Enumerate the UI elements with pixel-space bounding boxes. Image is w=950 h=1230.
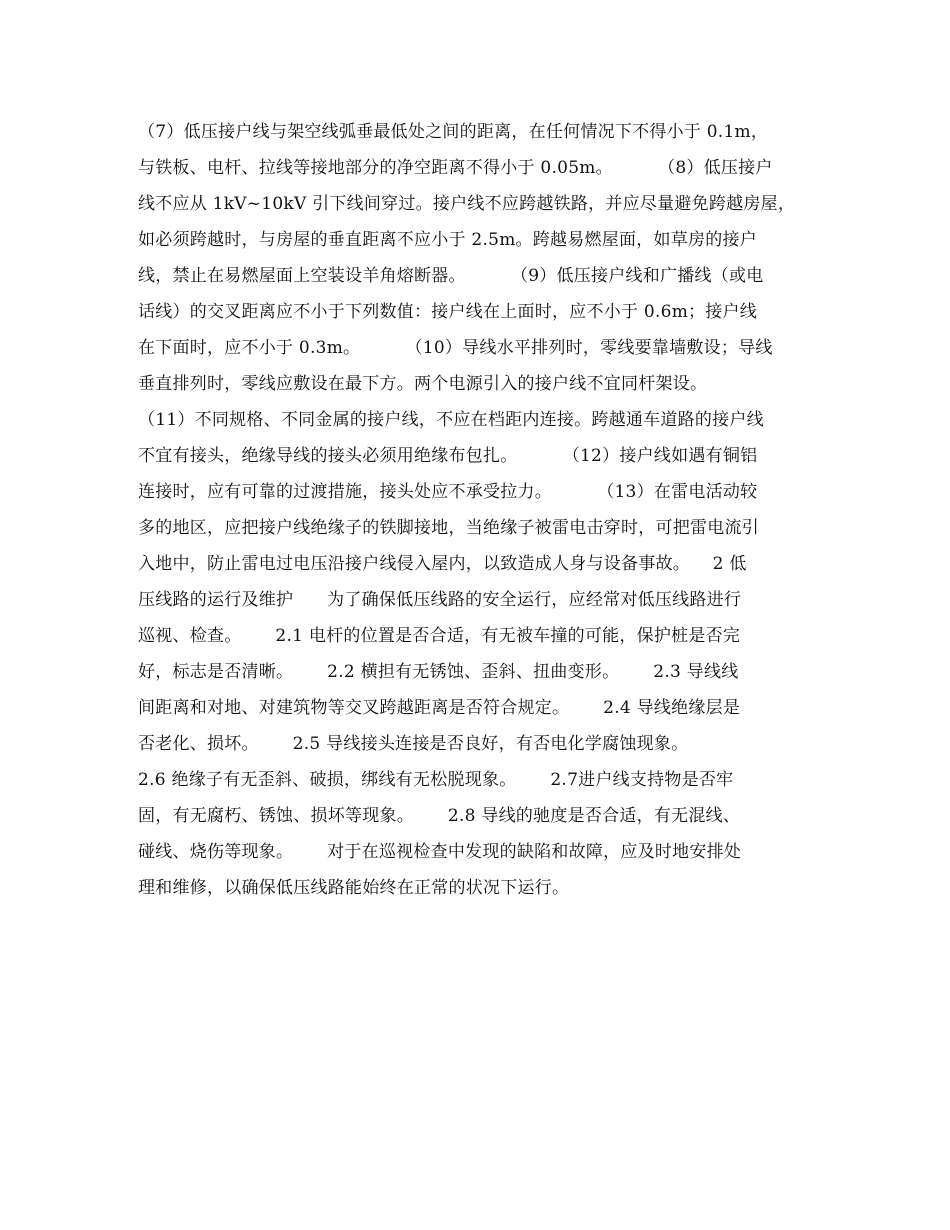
text-line: 入地中，防止雷电过电压沿接户线侵入屋内，以致造成人身与设备事故。 2 低 bbox=[138, 554, 747, 574]
text-line: 压线路的运行及维护 为了确保低压线路的安全运行，应经常对低压线路进行 bbox=[138, 590, 742, 610]
text-line: （7）低压接户线与架空线弧垂最低处之间的距离，在任何情况下不得小于 0.1m， bbox=[138, 122, 769, 142]
text-line: （11）不同规格、不同金属的接户线，不应在档距内连接。跨越通车道路的接户线 bbox=[138, 410, 764, 430]
text-line: 与铁板、电杆、拉线等接地部分的净空距离不得小于 0.05m。 （8）低压接户 bbox=[138, 158, 773, 178]
text-line: 碰线、烧伤等现象。 对于在巡视检查中发现的缺陷和故障，应及时地安排处 bbox=[138, 842, 742, 862]
text-line: 理和维修，以确保低压线路能始终在正常的状况下运行。 bbox=[138, 878, 570, 898]
text-line: 垂直排列时，零线应敷设在最下方。两个电源引入的接户线不宜同杆架设。 bbox=[138, 374, 708, 394]
text-line: 在下面时，应不小于 0.3m。 （10）导线水平排列时，零线要靠墙敷设；导线 bbox=[138, 338, 773, 358]
text-line: 多的地区，应把接户线绝缘子的铁脚接地，当绝缘子被雷电击穿时，可把雷电流引 bbox=[138, 518, 759, 538]
text-line: 如必须跨越时，与房屋的垂直距离不应小于 2.5m。跨越易燃屋面，如草房的接户 bbox=[138, 230, 758, 250]
text-line: 固，有无腐朽、锈蚀、损坏等现象。 2.8 导线的驰度是否合适，有无混线、 bbox=[138, 806, 741, 826]
text-line: 好，标志是否清晰。 2.2 横担有无锈蚀、歪斜、扭曲变形。 2.3 导线线 bbox=[138, 662, 739, 682]
text-line: 线不应从 1kV~10kV 引下线间穿过。接户线不应跨越铁路，并应尽量避免跨越房屋， bbox=[138, 194, 796, 214]
text-line: 不宜有接头，绝缘导线的接头必须用绝缘布包扎。 （12）接户线如遇有铜铝 bbox=[138, 446, 758, 466]
text-line: 巡视、检查。 2.1 电杆的位置是否合适，有无被车撞的可能，保护桩是否完 bbox=[138, 626, 741, 646]
text-line: 线，禁止在易燃屋面上空装设羊角熔断器。 （9）低压接户线和广播线（或电 bbox=[138, 266, 764, 286]
text-line: 间距离和对地、对建筑物等交叉跨越距离是否符合规定。 2.4 导线绝缘层是 bbox=[138, 698, 741, 718]
text-line: 2.6 绝缘子有无歪斜、破损，绑线有无松脱现象。 2.7进户线支持物是否牢 bbox=[138, 770, 734, 790]
text-line: 话线）的交叉距离应不小于下列数值：接户线在上面时，应不小于 0.6m；接户线 bbox=[138, 302, 758, 322]
text-line: 否老化、损坏。 2.5 导线接头连接是否良好，有否电化学腐蚀现象。 bbox=[138, 734, 689, 754]
body-text bbox=[138, 114, 828, 906]
text-line: 连接时，应有可靠的过渡措施，接头处应不承受拉力。 （13）在雷电活动较 bbox=[138, 482, 758, 502]
